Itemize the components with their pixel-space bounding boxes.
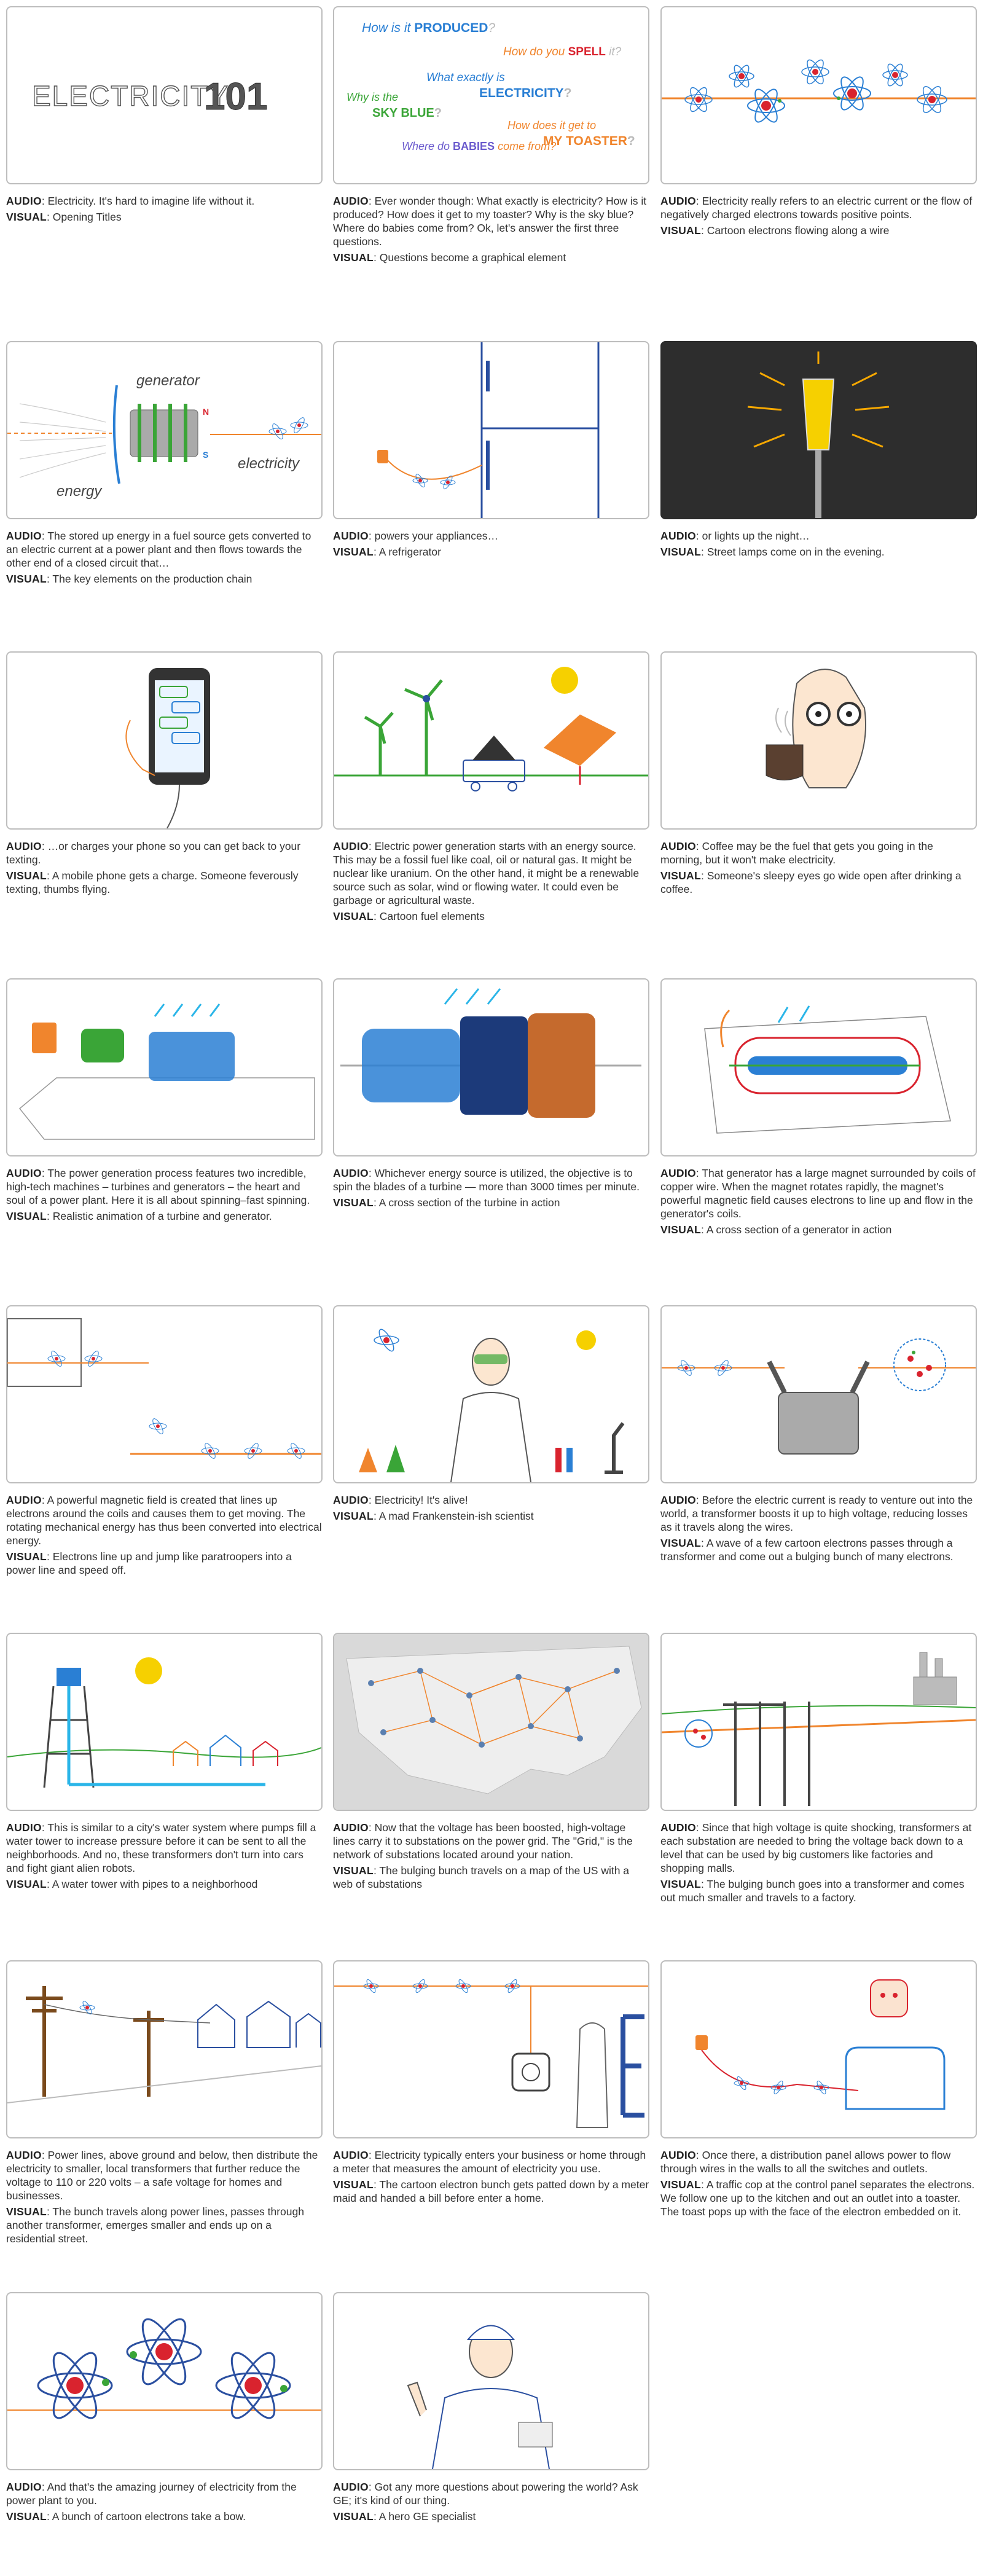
electron-bunch: [894, 1339, 946, 1391]
question-toaster-pre: How does it get to: [507, 119, 597, 132]
visual-label: VISUAL: [660, 1878, 701, 1890]
visual-text: A mobile phone gets a charge. Someone feverously texting, thumbs flying.: [6, 870, 299, 895]
question-electricity: ELECTRICITY?: [479, 86, 572, 100]
frame-questions: [333, 6, 649, 184]
electron-bowing: [127, 2314, 201, 2390]
panel-9: [660, 651, 977, 898]
question-spell: How do you SPELL it?: [503, 45, 622, 58]
questions-graphic: [334, 7, 648, 183]
caption: AUDIO: That generator has a large magnet surrounded by coils of copper wire. When the magnet rotates rapidly, the magnet's powerful magnetic field causes electrons to line up and flow in the generator's coils. VISUAL: A cross section of a generator in action: [660, 1167, 976, 1236]
wind-turbines: [365, 680, 442, 776]
visual-label: VISUAL: [333, 910, 374, 922]
south-label: S: [203, 450, 209, 460]
audio-label: AUDIO: [6, 195, 42, 207]
caption: AUDIO: The stored up energy in a fuel source gets converted to an electric current at a power plant and then flows towards the other end of a closed circuit that… VISUAL: The key elements on the production chain: [6, 530, 311, 585]
energy-label: energy: [57, 483, 102, 500]
caption: AUDIO: Now that the voltage has been boosted, high-voltage lines carry it to substations on the power grid. The "Grid," is the network of substations located around your nation. VISUAL: The bulging bunch travels on a map of the US with a web of substations: [333, 1821, 633, 1890]
panel-21: [660, 1960, 977, 2221]
frame-paratroopers: [6, 1305, 323, 1483]
caption: AUDIO: Power lines, above ground and below, then distribute the electricity to smaller, local transformers that further reduce the voltage to 110 or 220 volts – a safe voltage for homes and businesses. VISUAL: The bunch travels along power lines, passes through another transformer, emerges smaller and ends up on a residential street.: [6, 2149, 318, 2245]
visual-label: VISUAL: [333, 1196, 374, 1209]
paratroopers-graphic: [7, 1306, 321, 1482]
visual-text: Electrons line up and jump like paratroopers into a power line and speed off.: [6, 1550, 292, 1576]
audio-label: AUDIO: [6, 2481, 42, 2493]
goggles: [474, 1354, 507, 1364]
lightbulb-icon: [576, 1330, 596, 1350]
visual-text: Cartoon electrons flowing along a wire: [707, 224, 890, 237]
audio-text: …or charges your phone so you can get back to your texting.: [6, 840, 301, 866]
audio-label: AUDIO: [660, 1821, 696, 1834]
visual-label: VISUAL: [6, 1550, 47, 1563]
turbine: [149, 1032, 235, 1081]
caption: AUDIO: The power generation process features two incredible, high-tech machines – turbines and generators – the heart and soul of a power plant. Here it is all about spinning–fast spinning. VISUAL: Realistic animation of a turbine and generator.: [6, 1167, 310, 1222]
visual-text: A cross section of the turbine in action: [378, 1196, 560, 1209]
frame-coffee: [660, 651, 977, 830]
panel-16: [6, 1633, 323, 1893]
audio-label: AUDIO: [333, 1821, 369, 1834]
turbine-core: [460, 1016, 528, 1115]
panel-8: [333, 651, 649, 925]
panel-17: [333, 1633, 649, 1893]
north-label: N: [203, 407, 210, 417]
question-babies: Where do BABIES come from?: [402, 140, 557, 152]
microscope-icon: [605, 1423, 623, 1472]
caption: AUDIO: Before the electric current is ready to venture out into the world, a transformer boosts it up to high voltage, reducing losses as it travels along the wires. VISUAL: A wave of a few cartoon electrons passes through a transformer and come out a bulging bunch of many electrons.: [660, 1494, 973, 1563]
caption: AUDIO: or lights up the night… VISUAL: Street lamps come on in the evening.: [660, 530, 885, 558]
caption: AUDIO: …or charges your phone so you can get back to your texting. VISUAL: A mobile phone gets a charge. Someone feverously texting, thumbs flying.: [6, 840, 301, 895]
electron-bowing: [216, 2347, 290, 2424]
electron-wire-graphic: [662, 7, 976, 183]
frame-phone: [6, 651, 323, 830]
caption: AUDIO: Got any more questions about powering the world? Ask GE; it's kind of our thing. VISUAL: A hero GE specialist: [333, 2481, 638, 2523]
frame-refrigerator: [333, 341, 649, 519]
audio-text: The stored up energy in a fuel source gets converted to an electric current at a power plant and then flows towards the other end of a closed circuit that…: [6, 530, 311, 569]
turbine-generator-graphic: [7, 980, 321, 1155]
visual-label: VISUAL: [6, 573, 47, 585]
audio-label: AUDIO: [333, 530, 369, 542]
audio-text: That generator has a large magnet surrounded by coils of copper wire. When the magnet rotates rapidly, the magnet's powerful magnetic field causes electrons to line up and flow in the generator's coils.: [660, 1167, 976, 1220]
audio-text: A powerful magnetic field is created that lines up electrons around the coils and causes them to get moving. The rotating mechanical energy has thus been converted into electrical energy.: [6, 1494, 322, 1547]
caption: AUDIO: And that's the amazing journey of electricity from the power plant to you. VISUAL: A bunch of cartoon electrons take a bow.: [6, 2481, 297, 2523]
panel-20: [333, 1960, 649, 2207]
audio-label: AUDIO: [660, 195, 696, 207]
generator-label: generator: [136, 372, 200, 389]
refrigerator: [482, 342, 598, 518]
panel-10: [6, 978, 323, 1225]
visual-label: VISUAL: [333, 2178, 374, 2191]
generator-coil: [528, 1013, 595, 1118]
electron-bunch: [685, 1720, 712, 1747]
question-sky-pre: Why is the: [347, 91, 399, 103]
visual-text: A cross section of a generator in action: [706, 1223, 892, 1236]
coffee-mug: [766, 745, 803, 780]
audio-label: AUDIO: [6, 840, 42, 852]
visual-text: The bulging bunch goes into a transformer and comes out much smaller and travels to a factory.: [660, 1878, 965, 1904]
audio-text: or lights up the night…: [702, 530, 810, 542]
electrons-bow-graphic: [7, 2293, 321, 2469]
title-number: 101: [204, 76, 268, 118]
visual-text: A traffic cop at the control panel separates the electrons. We follow one up to the kitchen and out an outlet into a toaster. The toast pops up with the face of the electron embedded on it.: [660, 2178, 975, 2218]
panel-15: [660, 1305, 977, 1566]
audio-label: AUDIO: [660, 530, 696, 542]
visual-label: VISUAL: [6, 1210, 47, 1222]
audio-text: Electricity typically enters your business or home through a meter that measures the amount of electricity you use.: [333, 2149, 646, 2175]
visual-text: The bulging bunch travels on a map of the US with a web of substations: [333, 1864, 630, 1890]
tablet: [519, 2422, 552, 2447]
caption: AUDIO: Coffee may be the fuel that gets you going in the morning, but it won't make electricity. VISUAL: Someone's sleepy eyes go wide open after drinking a coffee.: [660, 840, 961, 895]
caption: AUDIO: Electricity typically enters your business or home through a meter that measures the amount of electricity you use. VISUAL: The cartoon electron bunch gets patted down by a meter maid and handed a bill before enter a home.: [333, 2149, 649, 2204]
audio-label: AUDIO: [6, 2149, 42, 2161]
visual-text: A water tower with pipes to a neighborhood: [52, 1878, 258, 1890]
electricity-label: electricity: [238, 455, 300, 472]
house-door: [623, 2017, 644, 2115]
panel-3: [660, 6, 977, 240]
factory: [914, 1652, 957, 1705]
frame-transformer: [660, 1305, 977, 1483]
caption: AUDIO: This is similar to a city's water system where pumps fill a water tower to increase pressure before it can be sent to all the neighborhoods. And no, these transformers don't turn into cars and fight giant alien robots. VISUAL: A water tower with pipes to a neighborhood: [6, 1821, 316, 1890]
audio-text: powers your appliances…: [374, 530, 498, 542]
generator-housing: [7, 1319, 81, 1386]
sun-icon: [551, 667, 578, 694]
phone-graphic: [7, 653, 321, 828]
audio-text: Since that high voltage is quite shocking, transformers at each substation are needed to bring the voltage back down to a level that can be used by big customers like factories and shopping malls.: [660, 1821, 972, 1874]
caption: AUDIO: Electricity! It's alive! VISUAL: A mad Frankenstein-ish scientist: [333, 1494, 534, 1522]
electron-cluster: [685, 58, 947, 125]
audio-text: Whichever energy source is utilized, the objective is to spin the blades of a turbine — more than 3000 times per minute.: [333, 1167, 640, 1193]
title-word: ELECTRICITY: [32, 80, 230, 112]
lab-coat: [451, 1392, 531, 1482]
sun-icon: [135, 1657, 162, 1684]
visual-label: VISUAL: [660, 1223, 701, 1236]
panel-23: [333, 2292, 649, 2526]
fuel-elements-graphic: [334, 653, 648, 828]
frame-scientist: [333, 1305, 649, 1483]
visual-label: VISUAL: [333, 546, 374, 558]
outlet-plug: [377, 450, 388, 463]
hard-hat-icon: [468, 2326, 514, 2340]
visual-label: VISUAL: [660, 870, 701, 882]
audio-text: Electricity. It's hard to imagine life without it.: [47, 195, 255, 207]
toast: [871, 1980, 907, 2017]
question-toaster: MY TOASTER?: [543, 134, 635, 148]
caption: AUDIO: Electricity. It's hard to imagine life without it. VISUAL: Opening Titles: [6, 195, 255, 223]
audio-text: The power generation process features two incredible, high-tech machines – turbines and generators – the heart and soul of a power plant. Here it is all about spinning–fast spinning.: [6, 1167, 310, 1206]
visual-label: VISUAL: [333, 2510, 374, 2523]
audio-label: AUDIO: [333, 1167, 369, 1179]
frame-meter: [333, 1960, 649, 2138]
visual-label: VISUAL: [6, 2205, 47, 2218]
visual-label: VISUAL: [6, 211, 47, 223]
us-grid-map: [334, 1634, 648, 1810]
outlet-icon: [695, 2035, 708, 2050]
frame-turbine-generator: [6, 978, 323, 1156]
frame-opening-titles: [6, 6, 323, 184]
caption: AUDIO: A powerful magnetic field is created that lines up electrons around the coils and causes them to get moving. The rotating mechanical energy has thus been converted into electrical energy. VISUAL: Electrons line up and jump like paratroopers into a power line and speed off.: [6, 1494, 322, 1576]
audio-label: AUDIO: [333, 1494, 369, 1506]
caption: AUDIO: Ever wonder though: What exactly is electricity? How is it produced? How does it get to my toaster? Why is the sky blue? Where do babies come from? Ok, let's answer the first three questions. VISUAL: Questions become a graphical element: [333, 195, 647, 264]
visual-text: The bunch travels along power lines, passes through another transformer, emerges smaller and ends up on a residential street.: [6, 2205, 304, 2245]
visual-label: VISUAL: [333, 1510, 374, 1522]
audio-text: Once there, a distribution panel allows power to flow through wires in the walls to all the switches and outlets.: [660, 2149, 951, 2175]
audio-label: AUDIO: [6, 1167, 42, 1179]
caption: AUDIO: Electric power generation starts with an energy source. This may be a fossil fuel like coal, oil or natural gas. It might be nuclear like uranium. On the other hand, it might be a renewable source such as solar, wind or flowing water. It could even be garbage or agricultural waste. VISUAL: Cartoon fuel elements: [333, 840, 640, 922]
electric-meter: [512, 2054, 549, 2091]
audio-text: Electricity really refers to an electric current or the flow of negatively charged electrons towards positive points.: [660, 195, 973, 221]
frame-turbine-section: [333, 978, 649, 1156]
frame-generator-section: [660, 978, 977, 1156]
audio-text: Electricity! It's alive!: [374, 1494, 468, 1506]
panel-14: [333, 1305, 649, 1525]
audio-text: Coffee may be the fuel that gets you going in the morning, but it won't make electricity.: [660, 840, 933, 866]
visual-text: Questions become a graphical element: [379, 251, 566, 264]
wind-lines: [20, 404, 106, 477]
turbine-section-graphic: [334, 980, 648, 1155]
meter-graphic: [334, 1961, 648, 2137]
panel-22: [6, 2292, 323, 2526]
residential-street-graphic: [7, 1961, 321, 2137]
question-electricity-pre: What exactly is: [426, 71, 505, 84]
caption: AUDIO: Since that high voltage is quite shocking, transformers at each substation are needed to bring the voltage back down to a level that can be used by big customers like factories and shopping malls. VISUAL: The bulging bunch goes into a transformer and comes out much smaller and travels to a factory.: [660, 1821, 972, 1904]
visual-label: VISUAL: [333, 1864, 374, 1877]
caption: AUDIO: Whichever energy source is utilized, the objective is to spin the blades of a turbine — more than 3000 times per minute. VISUAL: A cross section of the turbine in action: [333, 1167, 640, 1209]
frame-water-tower: [6, 1633, 323, 1811]
audio-label: AUDIO: [6, 530, 42, 542]
utility-poles: [26, 1986, 164, 2097]
power-line: [662, 1720, 976, 1732]
audio-text: And that's the amazing journey of electricity from the power plant to you.: [6, 2481, 297, 2507]
frame-street-lamp: [660, 341, 977, 519]
audio-label: AUDIO: [333, 2481, 369, 2493]
generator-section-graphic: [662, 980, 976, 1155]
visual-label: VISUAL: [6, 1878, 47, 1890]
visual-label: VISUAL: [660, 1537, 701, 1549]
visual-text: The cartoon electron bunch gets patted down by a meter maid and handed a bill before enter a home.: [333, 2178, 649, 2204]
panel-11: [333, 978, 649, 1212]
toaster-graphic: [662, 1961, 976, 2137]
visual-label: VISUAL: [660, 224, 701, 237]
refrigerator-graphic: [334, 342, 648, 518]
frame-electrons-bow: [6, 2292, 323, 2470]
visual-label: VISUAL: [660, 546, 701, 558]
audio-text: This is similar to a city's water system where pumps fill a water tower to increase pressure before it can be sent to all the neighborhoods. And no, these transformers don't turn into cars and fight giant alien robots.: [6, 1821, 316, 1874]
visual-label: VISUAL: [333, 251, 374, 264]
lamp-post: [815, 450, 821, 518]
visual-label: VISUAL: [660, 2178, 701, 2191]
meter-maid: [577, 2023, 608, 2127]
panel-6: [660, 341, 977, 561]
frame-toaster: [660, 1960, 977, 2138]
coupling: [32, 1023, 57, 1053]
visual-text: A mad Frankenstein-ish scientist: [378, 1510, 534, 1522]
frame-fuel-elements: [333, 651, 649, 830]
audio-text: Ever wonder though: What exactly is electricity? How is it produced? How does it get to my toaster? Why is the sky blue? Where do babies come from? Ok, let's answer the first three questions.: [333, 195, 647, 248]
frame-residential-street: [6, 1960, 323, 2138]
face: [793, 669, 866, 788]
audio-label: AUDIO: [660, 1167, 696, 1179]
solar-panel: [543, 714, 617, 766]
visual-text: Street lamps come on in the evening.: [707, 546, 885, 558]
audio-label: AUDIO: [660, 840, 696, 852]
visual-text: Realistic animation of a turbine and generator.: [52, 1210, 272, 1222]
frame-ge-specialist: [333, 2292, 649, 2470]
lamp: [803, 379, 834, 450]
panel-18: [660, 1633, 977, 1907]
visual-label: VISUAL: [6, 2510, 47, 2523]
audio-label: AUDIO: [6, 1494, 42, 1506]
visual-text: A bunch of cartoon electrons take a bow.: [52, 2510, 246, 2523]
panel-12: [660, 978, 977, 1239]
audio-label: AUDIO: [333, 195, 369, 207]
caption: AUDIO: Once there, a distribution panel allows power to flow through wires in the walls to all the switches and outlets. VISUAL: A traffic cop at the control panel separates the electrons. We follow one up to the kitchen and out an outlet into a toaster. The toast pops up with the face of the electron embedded on it.: [660, 2149, 975, 2218]
thumbs-up-icon: [408, 2382, 426, 2416]
water-tank: [57, 1668, 81, 1686]
frame-factory: [660, 1633, 977, 1811]
toaster: [846, 2048, 944, 2109]
turbine-blade: [114, 385, 119, 484]
audio-text: Power lines, above ground and below, then distribute the electricity to smaller, local transformers that further reduce the voltage to 110 or 220 volts – a safe voltage for homes and businesses.: [6, 2149, 318, 2202]
scientist-graphic: [334, 1306, 648, 1482]
audio-label: AUDIO: [660, 1494, 696, 1506]
coffee-graphic: [662, 653, 976, 828]
caption: AUDIO: Electricity really refers to an electric current or the flow of negatively charged electrons towards positive points. VISUAL: Cartoon electrons flowing along a wire: [660, 195, 973, 237]
panel-1: [6, 6, 323, 226]
visual-text: A hero GE specialist: [378, 2510, 476, 2523]
transformer-graphic: [662, 1306, 976, 1482]
houses: [173, 1735, 278, 1766]
generator-rotor: [81, 1029, 124, 1062]
transformer: [778, 1392, 858, 1454]
panel-19: [6, 1960, 323, 2248]
visual-text: A wave of a few cartoon electrons passes through a transformer and come out a bulging bunch of many electrons.: [660, 1537, 954, 1563]
water-tower-graphic: [7, 1634, 321, 1810]
visual-text: The key elements on the production chain: [52, 573, 253, 585]
audio-text: Before the electric current is ready to venture out into the world, a transformer boosts it up to high voltage, reducing losses as it travels along the wires.: [660, 1494, 973, 1533]
audio-label: AUDIO: [6, 1821, 42, 1834]
question-produced: How is it PRODUCED?: [362, 21, 496, 35]
panel-7: [6, 651, 323, 898]
ge-specialist-graphic: [334, 2293, 648, 2469]
audio-label: AUDIO: [660, 2149, 696, 2161]
frame-production-chain: [6, 341, 323, 519]
factory-graphic: [662, 1634, 976, 1810]
title-card: [7, 7, 321, 183]
visual-text: Someone's sleepy eyes go wide open after drinking a coffee.: [660, 870, 961, 895]
visual-text: Cartoon fuel elements: [379, 910, 485, 922]
audio-label: AUDIO: [333, 2149, 369, 2161]
frame-us-grid: [333, 1633, 649, 1811]
street-lamp-graphic: [662, 342, 976, 518]
coal-cart: [463, 760, 525, 782]
audio-text: Electric power generation starts with an energy source. This may be a fossil fuel like coal, oil or natural gas. It might be nuclear like uranium. On the other hand, it might be a renewable source such as solar, wind or flowing water. It could even be garbage or agricultural waste.: [333, 840, 640, 906]
electron-bowing: [38, 2347, 112, 2424]
panel-2: [333, 6, 649, 267]
audio-text: Now that the voltage has been boosted, high-voltage lines carry it to substations on the power grid. The "Grid," is the network of substations located around your nation.: [333, 1821, 633, 1861]
audio-text: Got any more questions about powering the world? Ask GE; it's kind of our thing.: [333, 2481, 638, 2507]
panel-4: [6, 341, 323, 588]
houses: [198, 2001, 321, 2048]
substation-towers: [723, 1702, 809, 1806]
frame-electron-wire: [660, 6, 977, 184]
caption: AUDIO: powers your appliances… VISUAL: A refrigerator: [333, 530, 498, 558]
visual-label: VISUAL: [6, 870, 47, 882]
turbine-blades: [362, 1029, 460, 1102]
audio-label: AUDIO: [333, 840, 369, 852]
panel-13: [6, 1305, 323, 1579]
visual-text: Opening Titles: [52, 211, 122, 223]
panel-5: [333, 341, 649, 561]
question-sky: SKY BLUE?: [372, 106, 442, 120]
production-chain-graphic: [7, 342, 321, 518]
visual-text: A refrigerator: [378, 546, 441, 558]
